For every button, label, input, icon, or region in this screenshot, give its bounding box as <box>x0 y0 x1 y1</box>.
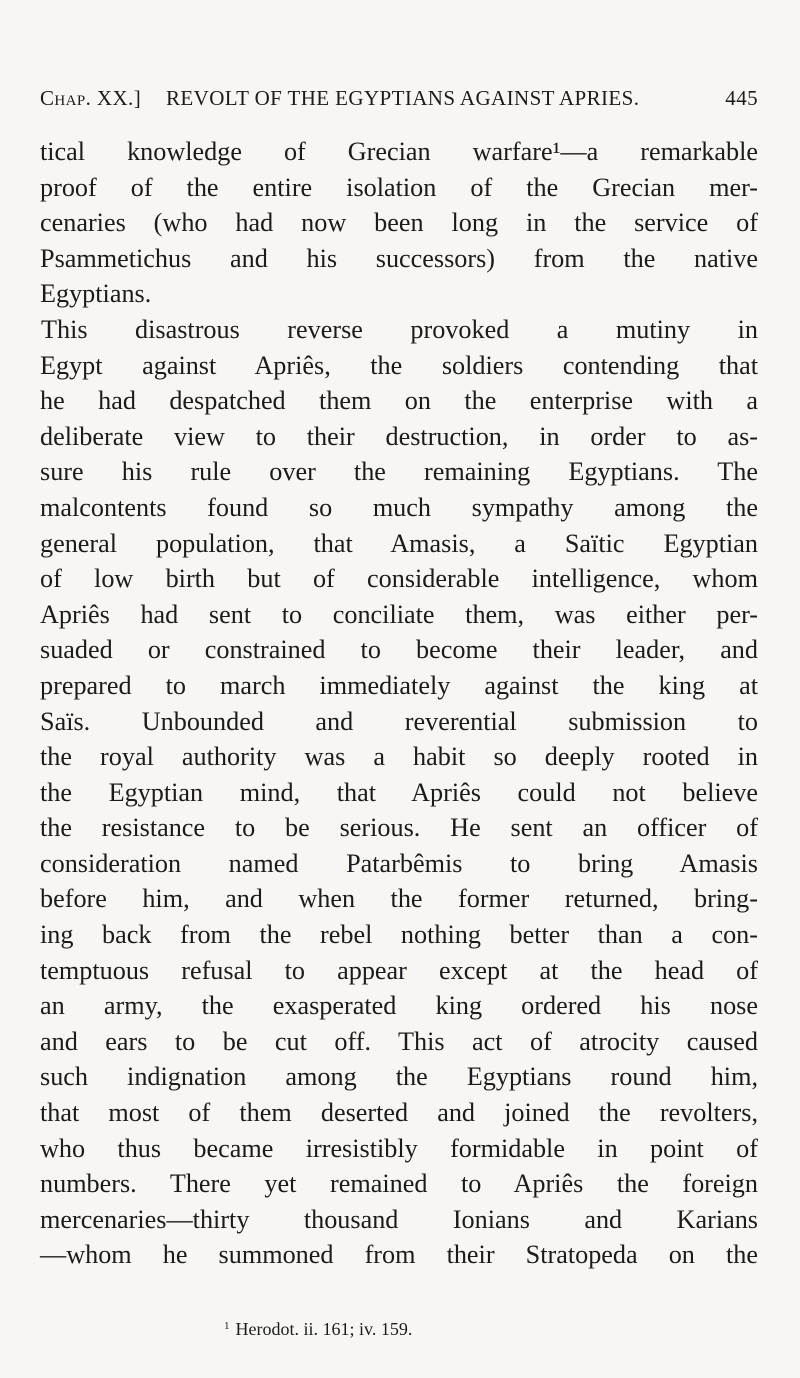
text-line: ing back from the rebel nothing better than a con- <box>40 920 758 950</box>
text-line: and ears to be cut off. This act of atrocity caused <box>40 1026 758 1056</box>
footnote <box>224 1319 412 1340</box>
text-line: Apriês had sent to conciliate them, was either per- <box>40 599 758 629</box>
text-line: prepared to march immediately against the king at <box>40 670 758 700</box>
text-line: the resistance to be serious. He sent an officer of <box>40 813 758 843</box>
text-line: tical knowledge of Grecian warfare¹—a remarkable <box>40 137 758 166</box>
text-line: This disastrous reverse provoked a mutiny in <box>41 314 758 344</box>
body-text <box>40 134 758 1273</box>
text-line: that most of them deserted and joined the revolters, <box>40 1098 758 1128</box>
text-line: Psammetichus and his successors) from the native <box>40 243 758 273</box>
text-line: cenaries (who had now been long in the service of <box>40 208 758 238</box>
text-line: malcontents found so much sympathy among the <box>40 492 758 522</box>
text-line: numbers. There yet remained to Apriês the foreign <box>40 1169 758 1199</box>
text-line: sure his rule over the remaining Egyptians. The <box>40 457 758 487</box>
running-title: REVOLT OF THE EGYPTIANS AGAINST APRIES. <box>166 86 640 110</box>
footnote-text: Herodot. ii. 161; iv. 159. <box>235 1319 413 1339</box>
text-line: general population, that Amasis, a Saïtic Egyptian <box>40 528 758 558</box>
text-line: Egyptians. <box>40 279 152 309</box>
text-line: consideration named Patarbêmis to bring Amasis <box>40 848 758 878</box>
text-line: such indignation among the Egyptians round him, <box>40 1062 758 1092</box>
text-line: of low birth but of considerable intelligence, whom <box>40 564 758 594</box>
text-line: before him, and when the former returned, bring- <box>40 884 758 914</box>
text-line: temptuous refusal to appear except at the head of <box>40 955 758 985</box>
text-line: Egypt against Apriês, the soldiers contending that <box>40 350 758 380</box>
text-line: mercenaries—thirty thousand Ionians and Karians <box>40 1204 758 1234</box>
text-line: who thus became irresistibly formidable in point of <box>40 1133 758 1163</box>
text-line: an army, the exasperated king ordered his nose <box>40 991 758 1021</box>
footnote-marker: 1 <box>224 1320 230 1332</box>
text-line: deliberate view to their destruction, in order to as- <box>40 421 758 451</box>
text-line: the royal authority was a habit so deeply rooted in <box>40 742 758 772</box>
text-line: he had despatched them on the enterprise with a <box>40 386 758 416</box>
text-line: —whom he summoned from their Stratopeda on the <box>40 1240 758 1270</box>
text-line: the Egyptian mind, that Apriês could not believe <box>40 777 758 807</box>
text-line: Saïs. Unbounded and reverential submission to <box>40 706 758 736</box>
chapter-label: Chap. XX.] <box>40 86 142 110</box>
running-head <box>40 86 758 116</box>
text-line: suaded or constrained to become their leader, and <box>40 635 758 665</box>
text-line: proof of the entire isolation of the Grecian mer- <box>40 172 758 202</box>
page-number: 445 <box>725 86 758 110</box>
